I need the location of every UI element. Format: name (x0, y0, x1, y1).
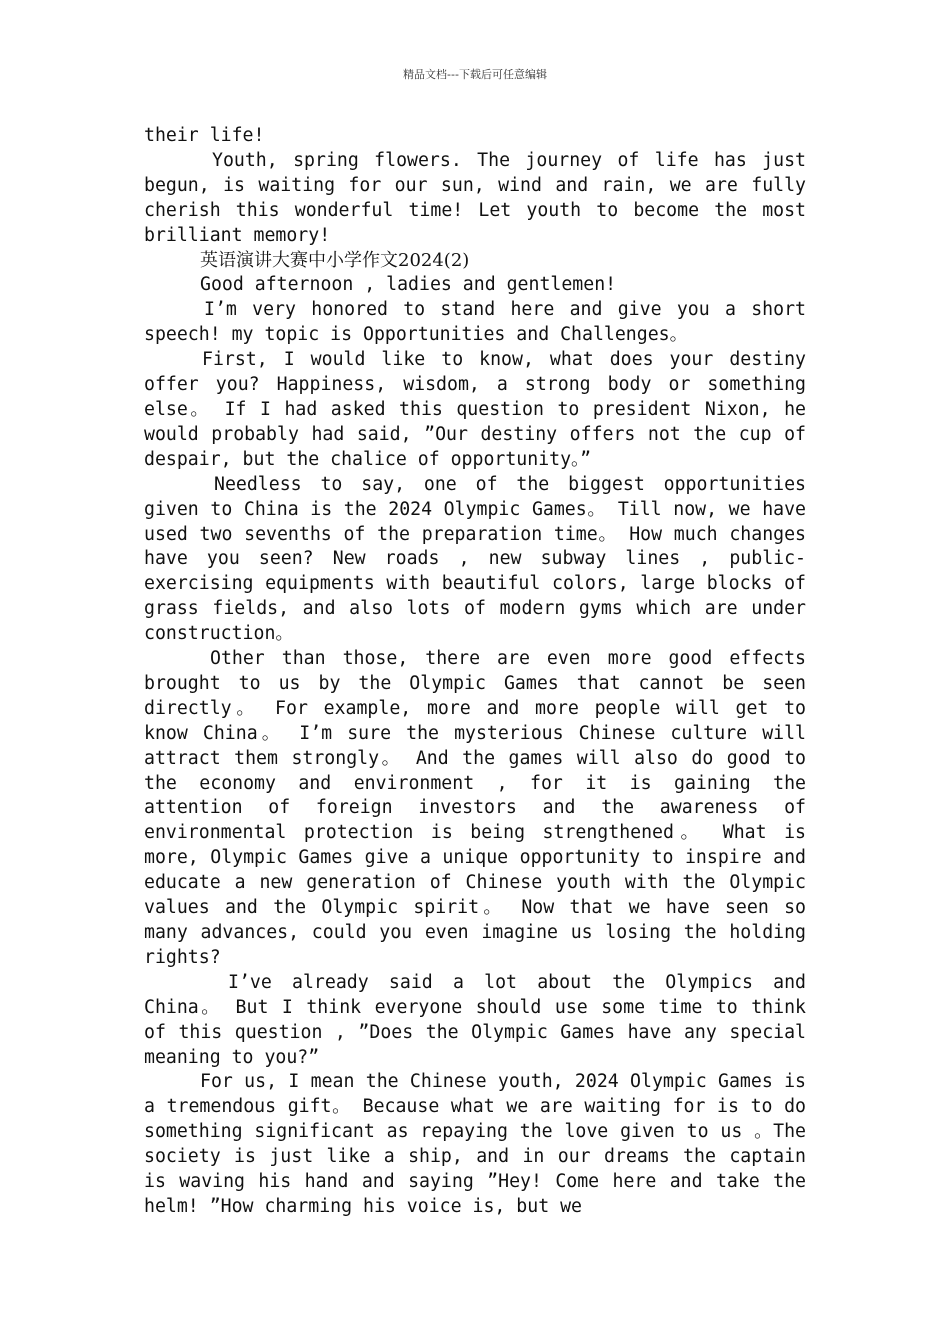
section-heading: 英语演讲大赛中小学作文2024(2) (200, 249, 470, 271)
paragraph: First, I would like to know, what does your destiny offer you? Happiness, wisdom, a strong body or something else。 If I had asked this question to president Nixon, he would probably had said, ”Our destiny offers not the cup of despair, but the chalice of opportunity。” (144, 349, 806, 470)
paragraph: I’m very honored to stand here and give you a short speech! my topic is Opportunities and Challenges。 (144, 299, 806, 346)
paragraph: For us, I mean the Chinese youth, 2024 Olympic Games is a tremendous gift。 Because what we are waiting for is to do something significant as repaying the love given to us 。The society is just like a ship, and in our dreams the captain is waving his hand and saying ”Hey! Come here and take the helm! ”How charming his voice is, but we (144, 1071, 806, 1217)
paragraph: Youth, spring flowers. The journey of life has just begun, is waiting for our sun, wind and rain, we are fully cherish this wonderful time! Let youth to become the most brilliant memory! (144, 149, 806, 246)
page-header: 精品文档---下载后可任意编辑 (403, 68, 547, 81)
paragraph: their life! (144, 125, 265, 146)
document-body (144, 124, 806, 1220)
paragraph: Good afternoon , ladies and gentlemen! (200, 274, 617, 296)
paragraph: Other than those, there are even more good effects brought to us by the Olympic Games that cannot be seen directly。 For example, more and more people will get to know China。 I’m sure the mysterious Chinese culture will attract them strongly。 And the games will also do good to the economy and environment , for it is gaining the attention of foreign investors and the awareness of environmental protection is being strengthened。 What is more, Olympic Games give a unique opportunity to inspire and educate a new generation of Chinese youth with the Olympic values and the Olympic spirit。 Now that we have seen so many advances, could you even imagine us losing the holding rights? (144, 648, 806, 968)
paragraph: Needless to say, one of the biggest opportunities given to China is the 2024 Olympic Games。 Till now, we have used two sevenths of the preparation time。 How much changes have you seen? New roads , new subway lines , public-exercising equipments with beautiful colors, large blocks of grass fields, and also lots of modern gyms which are under construction。 (144, 473, 806, 645)
paragraph: I’ve already said a lot about the Olympics and China。 But I think everyone should use some time to think of this question , ”Does the Olympic Games have any special meaning to you?” (144, 971, 806, 1068)
